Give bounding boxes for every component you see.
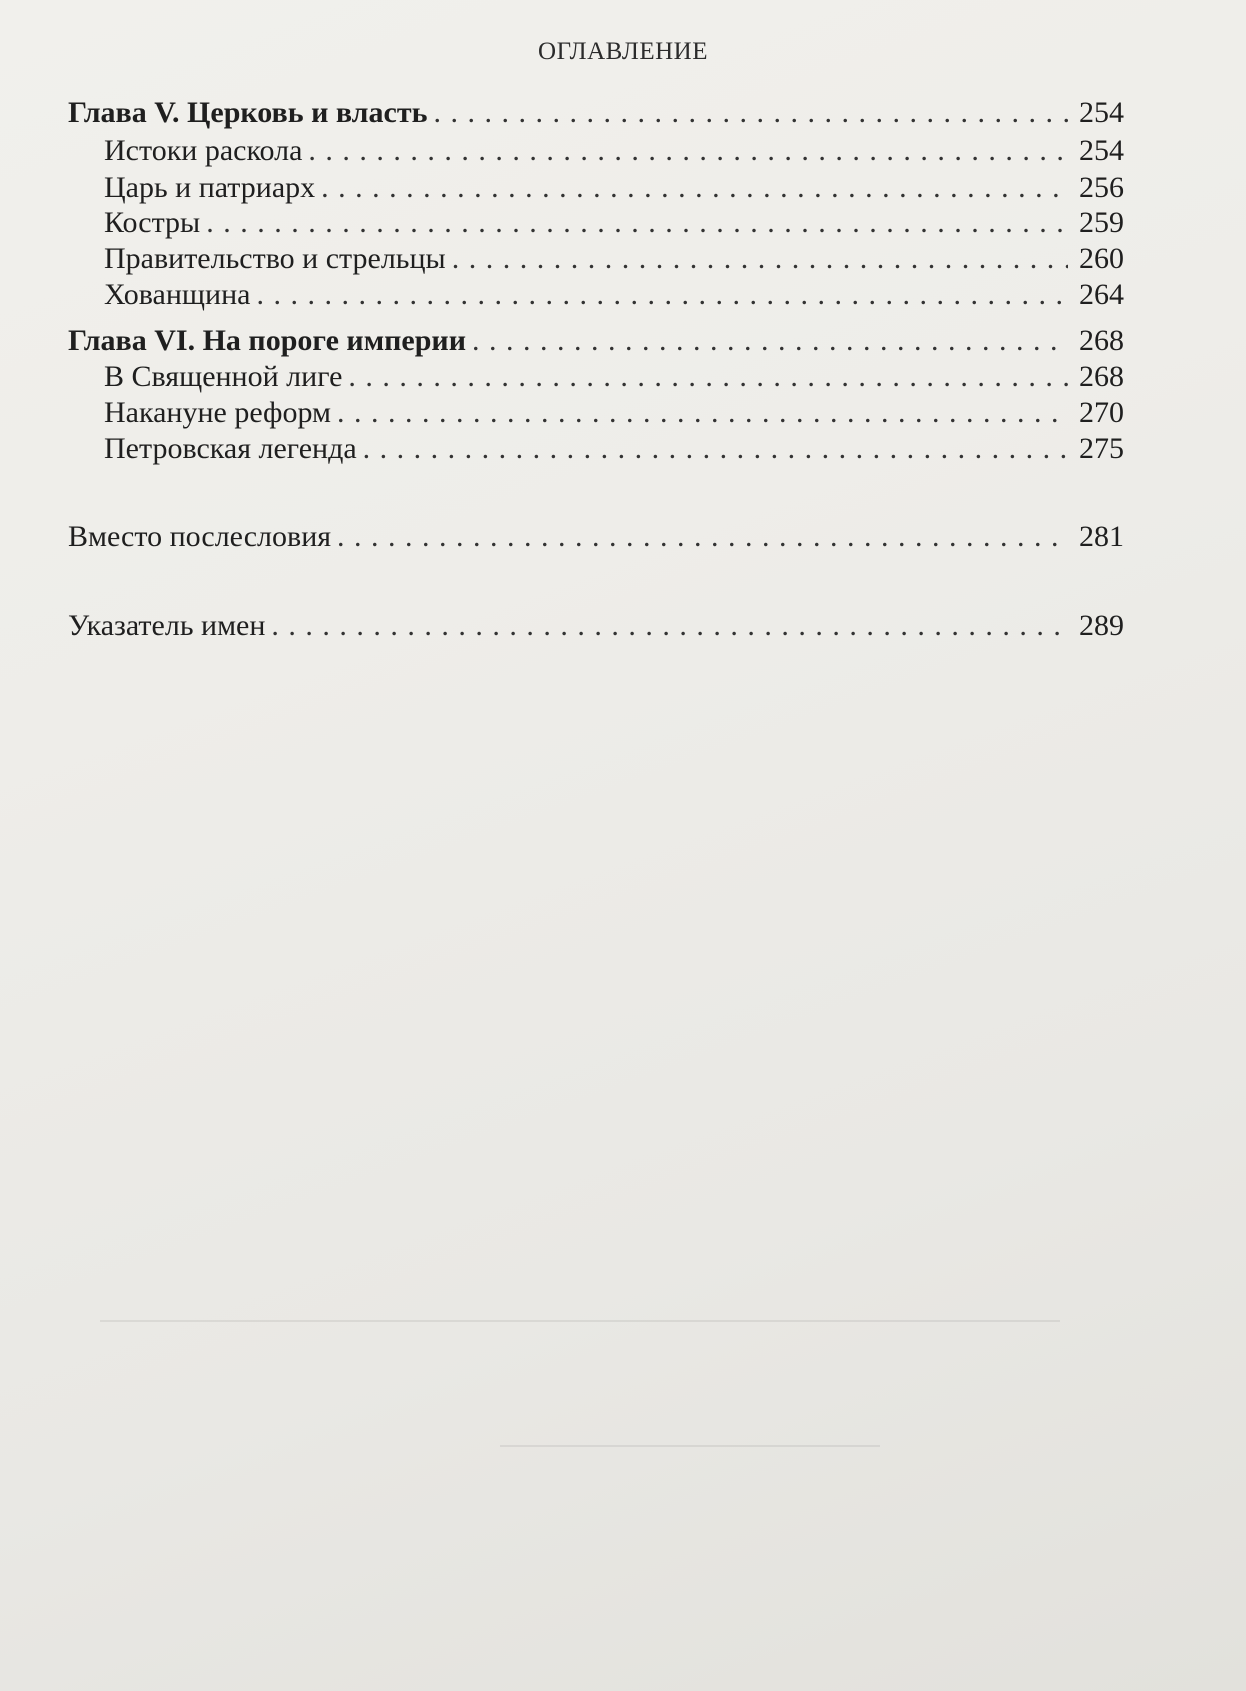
toc-entry-page: 256 xyxy=(1079,171,1124,204)
toc-entry-section xyxy=(104,206,1124,240)
toc-entry-section xyxy=(104,360,1124,394)
toc-entry-page: 270 xyxy=(1079,396,1124,429)
dot-leader xyxy=(308,134,1068,168)
toc-entry-page: 281 xyxy=(1079,520,1124,553)
toc-entry-title: Хованщина xyxy=(104,278,251,311)
toc-entry-title: Царь и патриарх xyxy=(104,171,316,204)
toc-entry-section xyxy=(104,242,1124,276)
dot-leader xyxy=(452,242,1068,276)
bleed-through-rule xyxy=(500,1445,880,1447)
dot-leader xyxy=(321,171,1068,205)
toc-entry-page: 260 xyxy=(1079,242,1124,275)
toc-entry-page: 289 xyxy=(1079,609,1124,642)
toc-entry-title: Вместо послесловия xyxy=(68,520,332,553)
toc-entry-page: 268 xyxy=(1079,324,1124,357)
toc-entry-page: 268 xyxy=(1079,360,1124,393)
toc-entry-page: 264 xyxy=(1079,278,1124,311)
dot-leader xyxy=(206,206,1068,240)
dot-leader xyxy=(256,278,1068,312)
bleed-through-rule xyxy=(100,1320,1060,1322)
toc-entry-title: Костры xyxy=(104,206,201,239)
toc-entry-page: 259 xyxy=(1079,206,1124,239)
toc-entry-name-index xyxy=(68,609,1124,643)
toc-entry-title: Истоки раскола xyxy=(104,134,303,167)
toc-entry-section xyxy=(104,134,1124,168)
toc-entry-page: 254 xyxy=(1079,134,1124,167)
dot-leader xyxy=(271,609,1068,643)
toc-entry-title: Указатель имен xyxy=(68,609,266,642)
chapter-title: Церковь и власть xyxy=(187,96,428,129)
toc-entry-section xyxy=(104,278,1124,312)
toc-entry-title: Правительство и стрельцы xyxy=(104,242,446,275)
toc-entry-chapter-5 xyxy=(68,96,1124,130)
toc-entry-title: Накануне реформ xyxy=(104,396,331,429)
toc-entry-afterword xyxy=(68,520,1124,554)
toc-entry-title: Петровская легенда xyxy=(104,432,357,465)
toc-entry-page: 254 xyxy=(1079,96,1124,129)
toc-entry-section xyxy=(104,432,1124,466)
toc-entry-title xyxy=(68,96,433,130)
chapter-number: Глава VI. xyxy=(68,324,196,357)
toc-entry-title xyxy=(68,324,472,358)
chapter-number: Глава V. xyxy=(68,96,180,129)
dot-leader xyxy=(472,324,1068,358)
toc-entry-section xyxy=(104,171,1124,205)
toc-entry-page: 275 xyxy=(1079,432,1124,465)
toc-entry-title: В Священной лиге xyxy=(104,360,343,393)
chapter-title: На пороге империи xyxy=(202,324,467,357)
page-title: ОГЛАВЛЕНИЕ xyxy=(538,38,708,65)
dot-leader xyxy=(348,360,1068,394)
dot-leader xyxy=(337,396,1068,430)
dot-leader xyxy=(363,432,1068,466)
dot-leader xyxy=(433,96,1068,130)
toc-entry-section xyxy=(104,396,1124,430)
toc-entry-chapter-6 xyxy=(68,324,1124,358)
dot-leader xyxy=(337,520,1068,554)
